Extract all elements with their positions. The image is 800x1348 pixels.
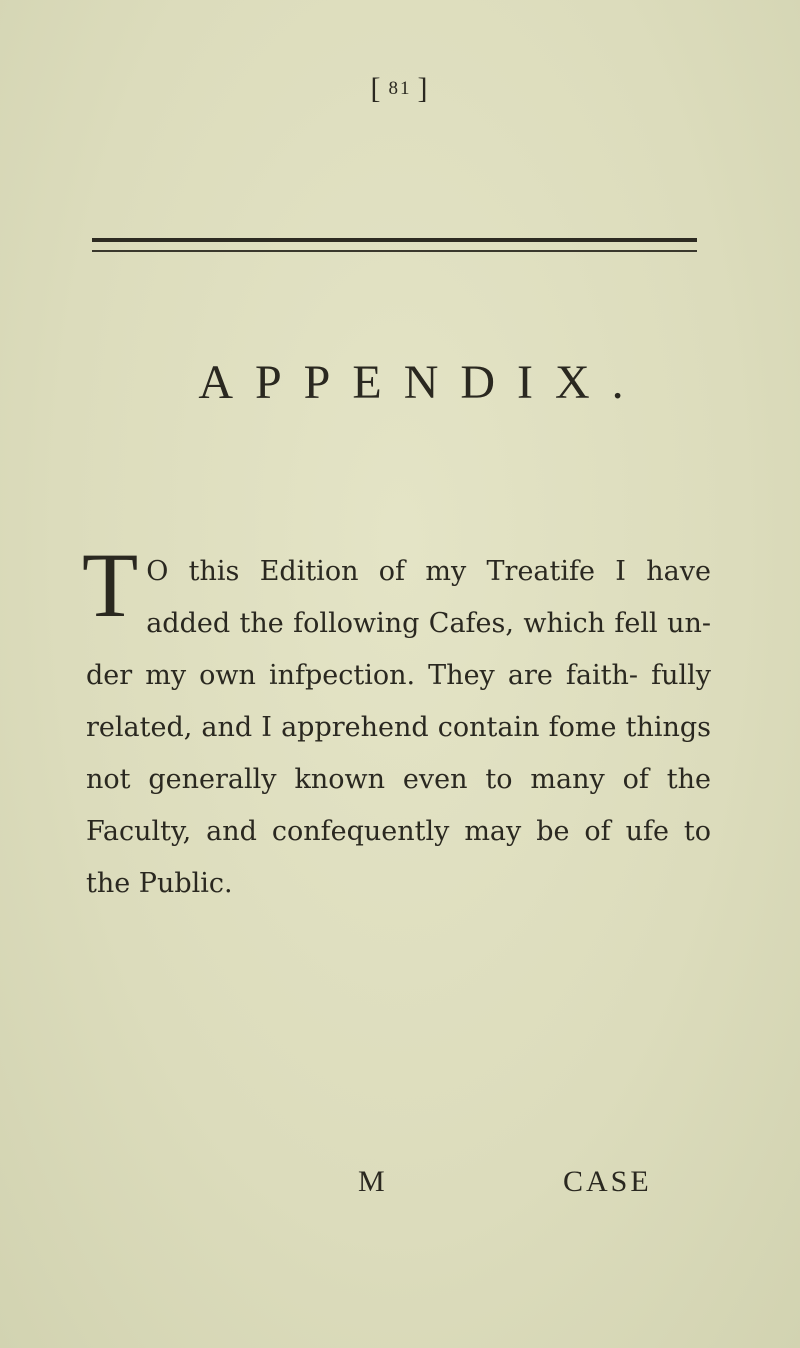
bracket-open: [ xyxy=(370,72,383,105)
catchword: CASE xyxy=(563,1165,652,1198)
body-text xyxy=(82,534,711,910)
drop-cap: T xyxy=(82,534,139,636)
signature-mark: M xyxy=(358,1165,385,1198)
page-number xyxy=(340,72,460,106)
section-heading: APPENDIX. xyxy=(198,356,646,409)
page-number-value: 81 xyxy=(388,78,412,99)
paragraph-text: O this Edition of my Treatife I have added the following Cafes, which fell un- der my own infpection. They are faith- fully related, and I apprehend contain fome things not generally known even to many of the Faculty, and confequently may be of ufe to the Public. xyxy=(86,556,711,899)
header-rule-thick xyxy=(92,238,697,242)
page-footer xyxy=(0,1165,800,1205)
body-paragraph xyxy=(82,534,711,910)
bracket-close: ] xyxy=(417,72,430,105)
header-rule-thin xyxy=(92,250,697,252)
